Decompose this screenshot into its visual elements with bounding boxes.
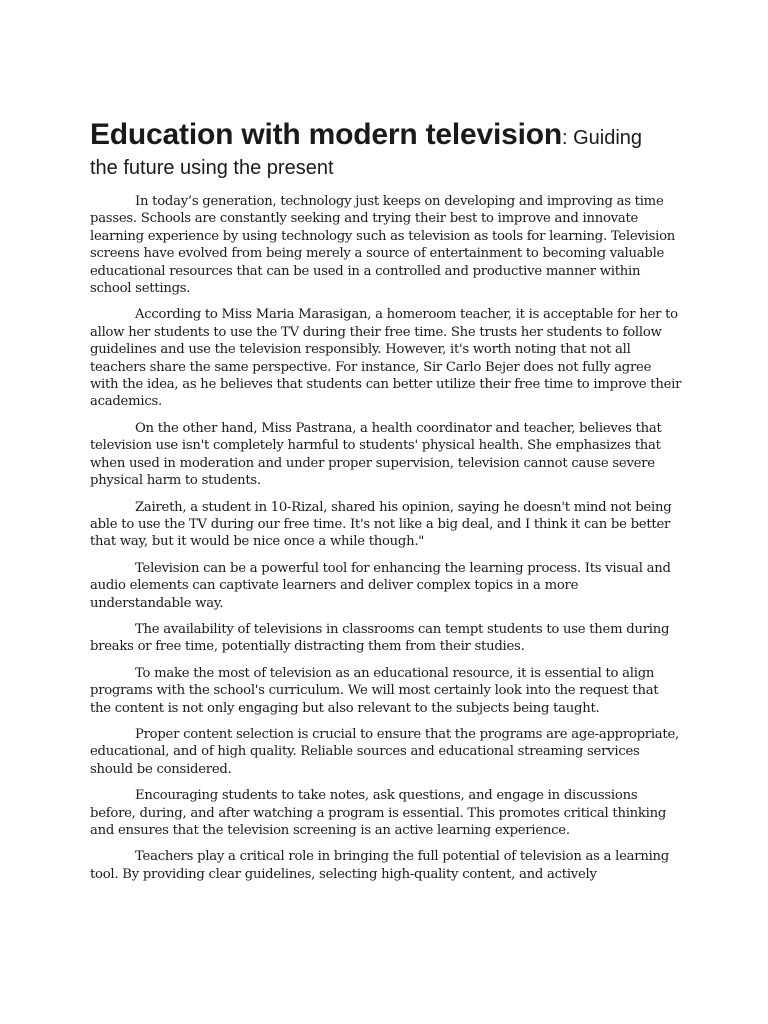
- paragraph-8: Proper content selection is crucial to ensure that the programs are age-appropriate, educational, and of high quality. Reliable sources and educational streaming services should be considered.: [90, 726, 679, 777]
- paragraph-10: Teachers play a critical role in bringing the full potential of television as a learning tool. By providing clear guidelines, selecting high-quality content, and actively: [90, 849, 669, 882]
- paragraph-2: According to Miss Maria Marasigan, a homeroom teacher, it is acceptable for her to allow her students to use the TV during their free time. She trusts her students to follow guidelines and use the television responsibly. However, it's worth noting that not all teachers share the same perspective. For instance, Sir Carlo Bejer does not fully agree with the idea, as he believes that students can better utilize their free time to improve their academics.: [90, 307, 682, 410]
- paragraph-9: Encouraging students to take notes, ask questions, and engage in discussions before, during, and after watching a program is essential. This promotes critical thinking and ensures that the television screening is an active learning experience.: [90, 788, 667, 838]
- title-main: Education with modern television: [90, 118, 562, 151]
- paragraph-7: To make the most of television as an educational resource, it is essential to align programs with the school's curriculum. We will most certainly look into the request that the content is not only engaging but also relevant to the subjects being taught.: [90, 665, 659, 716]
- paragraph-6: The availability of televisions in classrooms can tempt students to use them during breaks or free time, potentially distracting them from their studies.: [90, 621, 670, 655]
- title-subtitle-line1: : Guiding: [562, 127, 643, 149]
- paragraph-1: In today’s generation, technology just keeps on developing and improving as time passes. Schools are constantly seeking and trying their best to improve and innovate learning experience by using technology such as television as tools for learning. Television screens have evolved from being merely a source of entertainment to becoming valuable educational resources that can be used in a controlled and productive manner within school settings.: [90, 194, 676, 297]
- paragraph-4: Zaireth, a student in 10-Rizal, shared his opinion, saying he doesn't mind not being able to use the TV during our free time. It's not like a big deal, and I think it can be better that way, but it would be nice once a while though.": [90, 499, 672, 550]
- paragraph-5: Television can be a powerful tool for enhancing the learning process. Its visual and audio elements can captivate learners and deliver complex topics in a more understandable way.: [90, 560, 671, 611]
- paragraph-3: On the other hand, Miss Pastrana, a health coordinator and teacher, believes that television use isn't completely harmful to students' physical health. She emphasizes that when used in moderation and under proper supervision, television cannot cause severe physical harm to students.: [90, 420, 662, 489]
- document-page: [90, 118, 682, 892]
- document-title: [90, 118, 682, 181]
- title-subtitle-line2: the future using the present: [90, 157, 334, 179]
